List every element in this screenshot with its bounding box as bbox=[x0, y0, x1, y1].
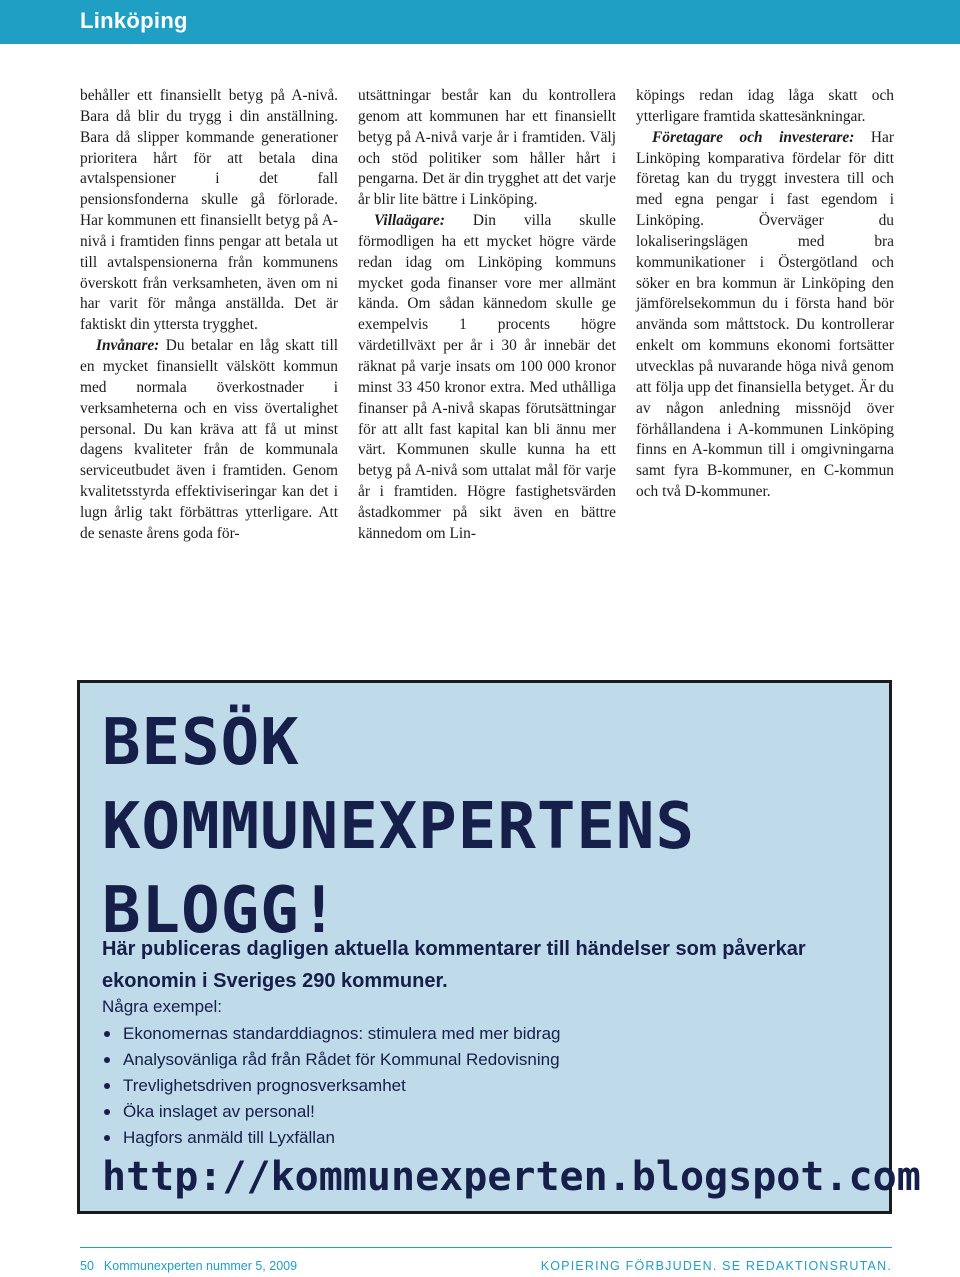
footer-divider bbox=[80, 1247, 892, 1248]
copyright-notice: KOPIERING FÖRBJUDEN. SE REDAKTIONSRUTAN. bbox=[540, 1259, 892, 1273]
page-number: 50 bbox=[80, 1259, 94, 1273]
ad-headline-line: BLOGG! bbox=[102, 874, 340, 948]
ad-examples-label: Några exempel: bbox=[102, 997, 223, 1016]
footer-publication-info bbox=[80, 1259, 297, 1273]
paragraph bbox=[358, 211, 616, 545]
paragraph-lead: Villaägare: bbox=[374, 212, 445, 230]
article-column-2 bbox=[358, 86, 616, 545]
ad-headline-line: BESÖK bbox=[102, 706, 300, 780]
section-header-bar bbox=[0, 0, 960, 44]
paragraph-lead: Företagare och investerare: bbox=[652, 128, 855, 146]
blog-url-link[interactable]: http://kommunexperten.blogspot.com bbox=[102, 1154, 921, 1200]
article-column-1 bbox=[80, 86, 338, 545]
article-column-3 bbox=[636, 86, 894, 503]
paragraph: köpings redan idag låga skatt och ytterligare framtida skattesänkningar. bbox=[636, 87, 894, 125]
publication-name: Kommunexperten nummer 5, 2009 bbox=[103, 1259, 298, 1273]
list-item: Ekonomernas standarddiagnos: stimulera med mer bidrag bbox=[102, 1021, 561, 1047]
blog-advertisement bbox=[77, 680, 921, 1214]
paragraph bbox=[636, 128, 894, 503]
list-item: Öka inslaget av personal! bbox=[102, 1099, 561, 1125]
paragraph-text: Din villa skulle förmodligen ha ett mycket högre värde redan idag om Linköping kommuns mycket goda finanser vore mer allmänt kända. Om sådan kännedom skulle ge exempelvis 1 procents högre värdetillväxt per år i 30 år innebär det räknat på varje insats om 100 000 kronor minst 33 450 kronor extra. Med uthålliga finanser på A-nivå skapas förutsättningar för att allt fast kapital kan bli ännu mer värt. Kommunen skulle kunna ha ett betyg på A-nivå som uttalat mål för varje år i framtiden. Högre fastighetsvärden åstadkommer på sikt även en bättre kännedom om Lin- bbox=[358, 212, 616, 542]
ad-headline bbox=[102, 701, 695, 953]
section-title: Linköping bbox=[80, 8, 188, 33]
paragraph: utsättningar består kan du kontrollera genom att kommunen har ett finansiellt betyg på A-nivå varje år i framtiden. Välj och stöd politiker som håller hårt i pengarna. Det är din trygghet att det varje år blir lite bättre i Linköping. bbox=[358, 87, 616, 209]
list-item: Trevlighetsdriven prognosverksamhet bbox=[102, 1073, 561, 1099]
paragraph-text: Du betalar en låg skatt till en mycket finansiellt välskött kommun med normala överkostnader i verksamheterna och en viss övertalighet personal. Du kan kräva att få ut minst dagens kvaliteter från de kommunala serviceutbudet även i framtiden. Genom kvalitetsstyrda effektiviseringar kan det i lugn årlig takt förbättras ytterligare. Att de senaste årens goda för- bbox=[80, 337, 338, 542]
ad-examples-list bbox=[102, 1021, 561, 1151]
paragraph-text: Har Linköping komparativa fördelar för ditt företag kan du tryggt investera till och med egna pengar i fast egendom i Linköping. Överväger du lokaliseringslägen med bra kommunikationer i Östergötland och söker en bra kommun är Linköping den jämförelsekommun du i första hand bör använda som måttstock. Du kontrollerar enkelt om kommuns ekonomi fortsätter utvecklas på nuvarande höga nivå genom att följa upp det finansiella betyget. Är du av någon anledning missnöjd över förhållandena i A-kommunen Linköping finns en A-kommun till i omgivningarna samt fyra B-kommuner, en C-kommun och två D-kommuner. bbox=[636, 128, 894, 501]
list-item: Analysovänliga råd från Rådet för Kommunal Redovisning bbox=[102, 1047, 561, 1073]
ad-headline-line: KOMMUNEXPERTENS bbox=[102, 790, 695, 864]
paragraph bbox=[80, 336, 338, 544]
list-item: Hagfors anmäld till Lyxfällan bbox=[102, 1125, 561, 1151]
paragraph: behåller ett finansiellt betyg på A-nivå. Bara då blir du trygg i din anställning. Bara då slipper kommande generationer prioritera hårt för att betala dina avtalspensioner i det fall pensionsfonderna skulle gå förlorade. Har kommunen ett finansiellt betyg på A-nivå i framtiden finns pengar att betala ut till avtalspensionerna från kommunens överskott från verksamheten, även om ni har varit för många anställda. Det är faktiskt din yttersta trygghet. bbox=[80, 87, 338, 334]
paragraph-lead: Invånare: bbox=[96, 337, 160, 355]
ad-intro: Här publiceras dagligen aktuella kommentarer till händelser som påverkar ekonomin i Sveriges 290 kommuner. bbox=[102, 938, 806, 992]
